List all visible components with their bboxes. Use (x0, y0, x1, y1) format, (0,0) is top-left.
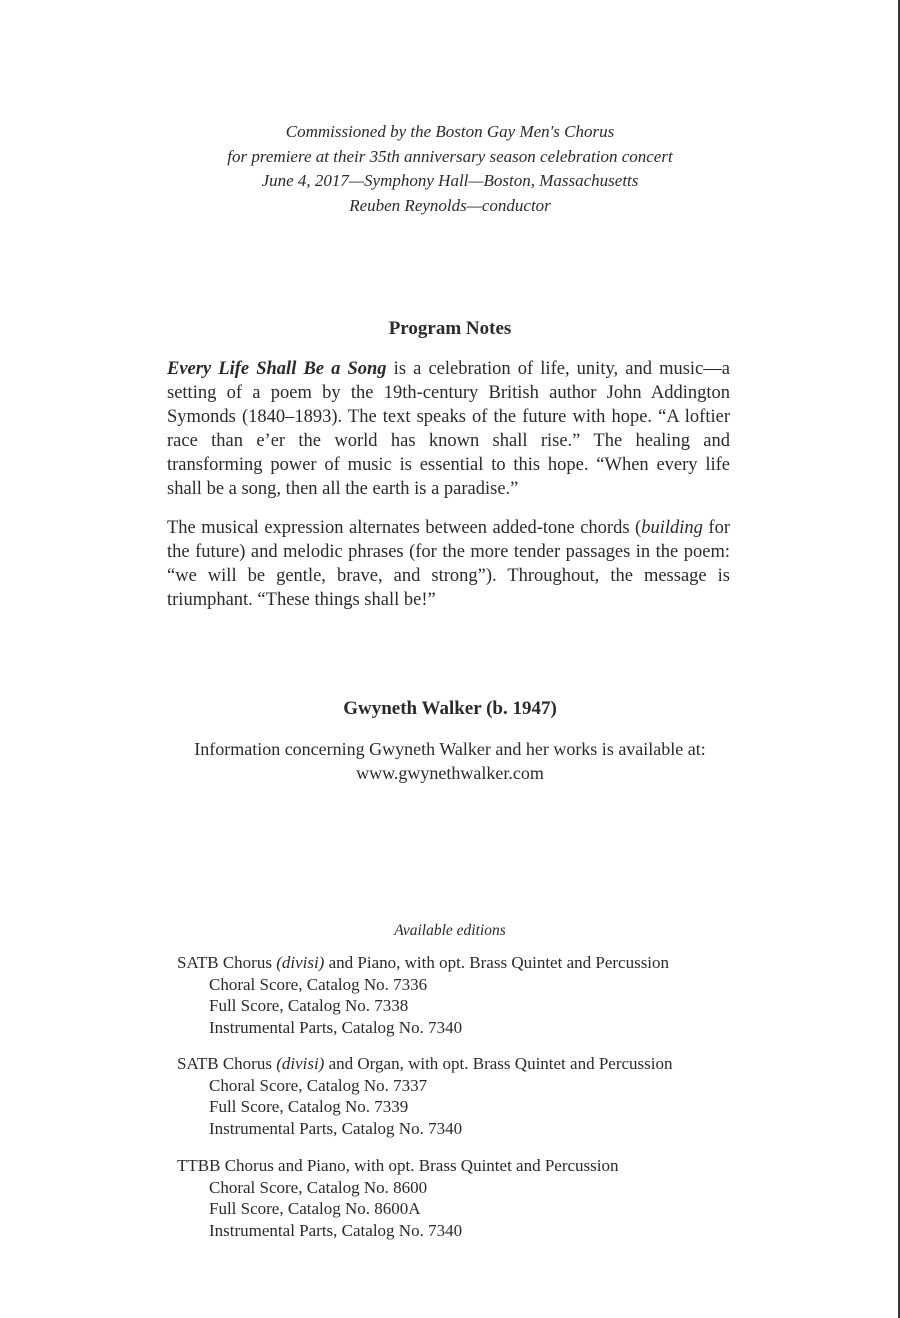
edition-header (177, 1155, 777, 1177)
program-notes-heading: Program Notes (388, 318, 512, 339)
edition-item: Instrumental Parts, Catalog No. 7340 (209, 1017, 463, 1037)
edition-item: Full Score, Catalog No. 7339 (209, 1097, 409, 1116)
program-notes-paragraph-1 (167, 357, 730, 501)
edition-header-text: TTBB Chorus and Piano, with opt. Brass Quintet and Percussion (177, 1156, 619, 1175)
paragraph-2-emphasis: building (641, 518, 703, 538)
edition-item: Full Score, Catalog No. 7338 (209, 996, 409, 1015)
premiere-line: for premiere at their 35th anniversary season celebration concert (227, 146, 673, 166)
composer-website-link[interactable]: www.gwynethwalker.com (356, 763, 544, 783)
paragraph-1-body: is a celebration of life, unity, and music—a setting of a poem by the 19th-century British author John Addington Symonds (1840–1893). The text speaks of the future with hope. “A loftier race than e’er the world has known shall rise.” The healing and transforming power of music is essential to this hope. “When every life shall be a song, then all the earth is a paradise.” (167, 359, 730, 499)
composer-info-text: Information concerning Gwyneth Walker and her works is available at: (194, 739, 706, 759)
edition-item: Instrumental Parts, Catalog No. 7340 (209, 1118, 463, 1138)
edition-header (177, 952, 777, 974)
edition-item: Instrumental Parts, Catalog No. 7340 (209, 1220, 463, 1240)
commission-line: Commissioned by the Boston Gay Men's Chorus (285, 122, 615, 141)
edition-header-emphasis: (divisi) (276, 953, 325, 972)
paragraph-2-start: The musical expression alternates between added-tone chords ( (167, 518, 642, 538)
composer-info-block (0, 737, 900, 785)
edition-item: Full Score, Catalog No. 8600A (209, 1199, 421, 1218)
program-notes-paragraph-2 (167, 516, 730, 612)
edition-item: Choral Score, Catalog No. 7336 (209, 974, 428, 994)
paragraph-2-end: for the future) and melodic phrases (for the more tender passages in the poem: “we will be gentle, brave, and strong”). Throughout, the message is triumphant. “These things shall be!” (167, 518, 730, 610)
edition-header-text: SATB Chorus (177, 1054, 277, 1073)
edition-group-ttbb-piano (177, 1155, 777, 1241)
composer-heading: Gwyneth Walker (b. 1947) (343, 698, 557, 719)
edition-header (177, 1053, 777, 1075)
edition-group-satb-piano (177, 952, 777, 1038)
edition-header-text: and Organ, with opt. Brass Quintet and Percussion (324, 1054, 673, 1073)
edition-header-text: and Piano, with opt. Brass Quintet and Percussion (324, 953, 670, 972)
edition-header-text: SATB Chorus (177, 953, 277, 972)
edition-item: Choral Score, Catalog No. 7337 (209, 1075, 428, 1095)
commission-block (0, 120, 900, 218)
edition-group-satb-organ (177, 1053, 777, 1139)
work-title: Every Life Shall Be a Song (167, 359, 387, 379)
conductor-line: Reuben Reynolds—conductor (349, 195, 551, 215)
edition-item: Choral Score, Catalog No. 8600 (209, 1177, 428, 1197)
edition-header-emphasis: (divisi) (276, 1054, 325, 1073)
available-editions-heading: Available editions (394, 922, 506, 939)
date-venue-line: June 4, 2017—Symphony Hall—Boston, Massachusetts (261, 171, 639, 190)
